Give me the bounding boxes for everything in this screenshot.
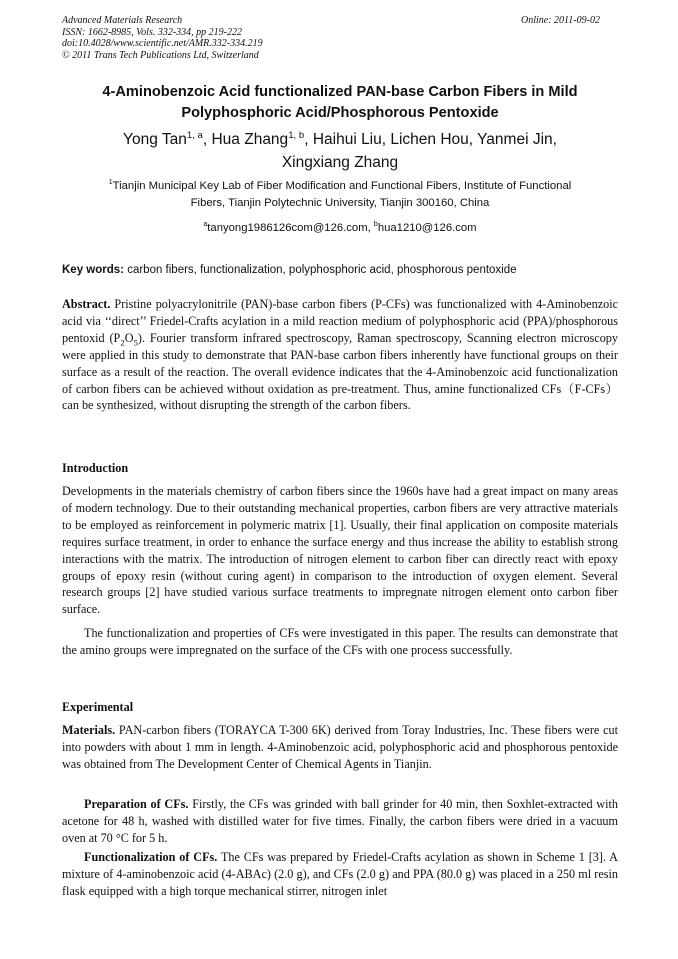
preparation-label: Preparation of CFs. [84,797,189,811]
email-line: $^a$tanyong1986126com@126.com, $^b$hua1210@126.com [203,221,477,234]
author-line-2: Xingxiang Zhang [281,154,399,171]
author-superscript: 1, a [186,129,203,141]
preparation-paragraph: Preparation of CFs. Firstly, the CFs was grinded with ball grinder for 40 min, then Soxhlet-extracted with acetone for 48 h, washed with distilled water for five times. Finally, the carbon fibers were dried in a vacuum oven at 70 °C for 5 h. [62,797,618,845]
introduction-paragraph-2: The functionalization and properties of CFs were investigated in this paper. The results can demonstrate that the amino groups were impregnated on the surface of the CFs with one process successfully. [62,626,618,657]
title-line-1: 4-Aminobenzoic Acid functionalized PAN-base Carbon Fibers in Mild [102,84,578,100]
copyright-line: © 2011 Trans Tech Publications Ltd, Switzerland [62,49,259,61]
materials-paragraph: Materials. PAN-carbon fibers (TORAYCA T-300 6K) derived from Toray Industries, Inc. These fibers were cut into powders with about 1 mm in length. 4-Aminobenzoic acid, polyphosphoric acid and phosphorous pentoxide was obtained from The Development Center of Chemical Agents in Tianjin. [62,723,618,771]
doi-line: doi:10.4028/www.scientific.net/AMR.332-334.219 [62,38,263,49]
journal-name: Advanced Materials Research [62,15,183,26]
author-line-1: Yong Tan$^{1, a}$, Hua Zhang$^{1, b}$, Haihui Liu, Lichen Hou, Yanmei Jin, [123,129,557,148]
abstract-label: Abstract. [62,297,111,311]
email-address-b[interactable]: hua1210@126.com [377,222,477,234]
keywords-label: Key words: [62,264,124,276]
online-date: Online: 2011-09-02 [521,15,600,26]
author-list [62,128,618,174]
issn-line: ISSN: 1662-8985, Vols. 332-334, pp 219-222 [62,26,242,38]
keywords [62,262,618,278]
author-name: Hua Zhang [211,131,289,148]
affiliation-line-1: $^1$Tianjin Municipal Key Lab of Fiber Modification and Functional Fibers, Institute of Functional [108,179,572,192]
functionalization-label: Functionalization of CFs. [84,850,218,864]
title-line-2: Polyphosphoric Acid/Phosphorous Pentoxide [181,105,499,121]
affiliation-superscript: 1 [108,179,113,187]
functionalization-paragraph: Functionalization of CFs. The CFs was prepared by Friedel-Crafts acylation as shown in Scheme 1 [3]. A mixture of 4-aminobenzoic acid (4-ABAc) (2.0 g), and CFs (2.0 g) and PPA (80.0 g) was placed in a 250 ml resin flask equipped with a high torque mechanical stirrer, nitrogen inlet [62,850,618,898]
author-superscript: 1, b [288,129,305,141]
keywords-text: carbon fibers, functionalization, polyphosphoric acid, phosphorous pentoxide [124,264,517,276]
affiliation [62,178,618,212]
affiliation-line-2: Fibers, Tianjin Polytechnic University, Tianjin 300160, China [190,197,490,209]
journal-header [62,15,263,61]
experimental-heading: Experimental [62,700,134,714]
email-address-a[interactable]: tanyong1986126com@126.com, [207,222,374,234]
other-authors: , Haihui Liu, Lichen Hou, Yanmei Jin, [304,131,557,148]
materials-label: Materials. [62,723,116,737]
paper-title [62,82,618,124]
abstract: Abstract. Pristine polyacrylonitrile (PAN)-base carbon fibers (P-CFs) was functionalized with 4-Aminobenzoic acid via ‘‘direct’’ Friedel-Crafts acylation in a mild reaction medium of polyphosphoric acid (PPA)/phosphorous pentoxid $(P_2O_5)$. Fourier transform infrared spectroscopy, Raman spectroscopy, Scanning electron microscopy were applied in this study to demonstrate that PAN-base carbon fibers inherently have functional groups on their surface as a result of the reaction. The overall evidence indicates that the 4-Aminobenzoic acid functionalization of carbon fibers can be achieved without oxidation as pre-treatment. Thus, amine functionalized CFs（F-CFs）can be synthesized, without disrupting the strength of the carbon fibers. [62,297,618,413]
introduction-paragraph-1: Developments in the materials chemistry of carbon fibers since the 1960s have had a great impact on many areas of modern technology. Due to their outstanding mechanical properties, carbon fibers are very attractive materials to be employed as reinforcement in polymeric matrix [1]. Usually, their final application on composite materials requires surface treatment, in order to enhance the surface energy and thus increase the ability to establish strong interactions with the matrix. The introduction of nitrogen element to carbon fiber can directly react with epoxy groups of epoxy resin (without curing agent) in comparison to the introduction of oxygen element. Several research groups [2] have studied various surface treatments to impregnate nitrogen element onto carbon fiber surface. [62,484,618,617]
introduction-heading: Introduction [62,461,129,475]
author-name: Yong Tan [123,131,187,148]
